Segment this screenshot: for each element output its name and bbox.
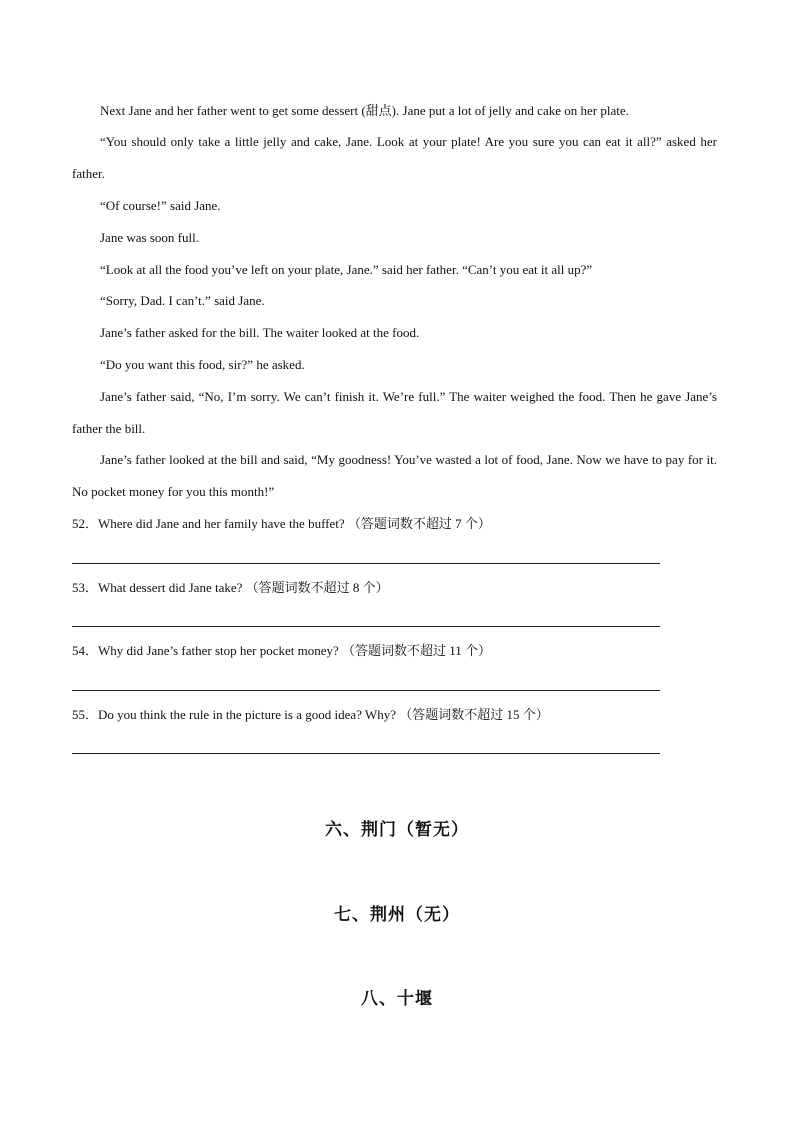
passage-paragraph-8: “Do you want this food, sir?” he asked. — [100, 357, 305, 372]
passage-paragraph-7: Jane’s father asked for the bill. The waiter looked at the food. — [100, 325, 420, 340]
passage-paragraph-5: “Look at all the food you’ve left on your plate, Jane.” said her father. “Can’t you eat it all up?” — [100, 262, 593, 277]
passage-paragraph-3: “Of course!” said Jane. — [100, 198, 221, 213]
answer-line-55[interactable] — [72, 753, 660, 754]
section-heading-6: 六、荆门（暂无） — [325, 820, 469, 840]
passage-paragraph-10: Jane’s father looked at the bill and said, “My goodness! You’ve wasted a lot of food, Jane. Now we have to pay for it. No pocket money for you this month!” — [72, 452, 717, 499]
section-heading-7: 七、荆州（无） — [334, 905, 460, 925]
passage-paragraph-1: Next Jane and her father went to get some dessert (甜点). Jane put a lot of jelly and cake on her plate. — [100, 103, 629, 118]
passage-paragraph-4: Jane was soon full. — [100, 230, 199, 245]
answer-line-52[interactable] — [72, 563, 660, 564]
question-54: 54．Why did Jane’s father stop her pocket money? （答题词数不超过 11 个） — [72, 643, 492, 658]
passage-paragraph-9: Jane’s father said, “No, I’m sorry. We can’t finish it. We’re full.” The waiter weighed the food. Then he gave Jane’s father the bill. — [72, 389, 717, 436]
section-heading-8: 八、十堰 — [361, 989, 433, 1009]
question-55: 55．Do you think the rule in the picture is a good idea? Why? （答题词数不超过 15 个） — [72, 707, 549, 722]
passage-paragraph-2: “You should only take a little jelly and cake, Jane. Look at your plate! Are you sure you can eat it all?” asked her father. — [72, 134, 717, 181]
answer-line-53[interactable] — [72, 626, 660, 627]
answer-line-54[interactable] — [72, 690, 660, 691]
question-52: 52．Where did Jane and her family have the buffet? （答题词数不超过 7 个） — [72, 516, 491, 531]
passage-paragraph-6: “Sorry, Dad. I can’t.” said Jane. — [100, 293, 265, 308]
question-53: 53．What dessert did Jane take? （答题词数不超过 8 个） — [72, 580, 389, 595]
